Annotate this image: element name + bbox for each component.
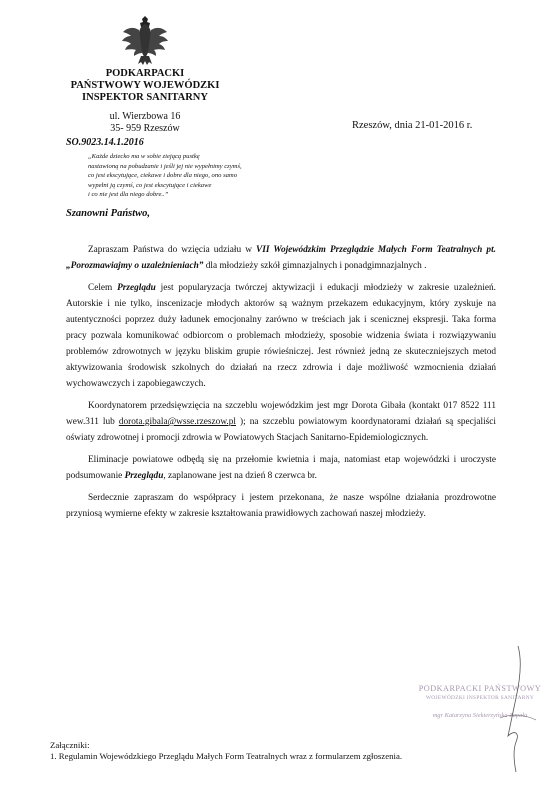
motto-line: „Każde dziecko ma w sobie ziejącą pustkę <box>88 153 200 160</box>
motto-quote <box>88 152 278 200</box>
motto-line: i co nie jest dla niego dobre..” <box>88 191 169 198</box>
institution-name-line2: PAŃSTWOWY WOJEWÓDZKI <box>70 80 220 91</box>
email-link[interactable]: dorota.gibala@wsse.rzeszow.pl <box>118 417 236 427</box>
institution-name-line3: INSPEKTOR SANITARNY <box>82 92 208 103</box>
date-line: Rzeszów, dnia 21-01-2016 r. <box>352 120 473 131</box>
address-city: 35- 959 Rzeszów <box>110 123 180 134</box>
attachment-item: 1. Regulamin Wojewódzkiego Przeglądu Małych Form Teatralnych wraz z formularzem zgłoszenia. <box>50 751 403 761</box>
official-stamp: PODKARPACKI PAŃSTWOWY WOJEWÓDZKI INSPEKTOR SANITARNY mgr Katarzyna Siekierzyńska Zapała <box>418 684 542 719</box>
salutation: Szanowni Państwo, <box>66 208 151 219</box>
eagle-emblem-icon <box>120 10 170 68</box>
motto-line: nastawioną na pobudzanie i jeśli jej nie wypełnimy czymś, <box>88 162 242 170</box>
event-title: VII Wojewódzkim Przeglądzie Małych Form Teatralnych pt. „Porozmawiajmy o uzależnieniach” <box>66 245 496 271</box>
paragraph-coordinator: Koordynatorem przedsięwzięcia na szczeblu wojewódzkim jest mgr Dorota Gibała (kontakt 017 8522 111 wew.311 lub dorota.gibala@wsse.rzeszow.pl ); na szczeblu powiatowym koordynatorami działań są specjaliści oświaty zdrowotnej i promocji zdrowia w Powiatowych Stacjach Sanitarno-Epidemiologicznych. <box>66 401 496 443</box>
reference-number: SO.9023.14.1.2016 <box>66 137 144 148</box>
letter-body <box>66 242 496 522</box>
motto-line: wypełni ją czymś, co jest ekscytujące i ciekawe <box>88 181 212 189</box>
paragraph-invitation: Zapraszam Państwa do wzięcia udziału w VII Wojewódzkim Przeglądzie Małych Form Teatralnych pt. „Porozmawiajmy o uzależnieniach” dla młodzieży szkół gimnazjalnych i ponadgimnazjalnych . <box>66 245 496 271</box>
signature <box>480 640 550 775</box>
attachments-title: Załączniki: <box>50 740 90 750</box>
institution-name-line1: PODKARPACKI <box>105 68 185 79</box>
paragraph-schedule: Eliminacje powiatowe odbędą się na przełomie kwietnia i maja, natomiast etap wojewódzki i uroczyste podsumowanie Przeglądu, zaplanowane jest na dzień 8 czerwca br. <box>66 455 496 481</box>
attachments <box>50 740 402 762</box>
motto-line: co jest ekscytujące, ciekawe i dobre dla niego, ono samo <box>88 172 237 179</box>
paragraph-closing: Serdecznie zapraszam do współpracy i jestem przekonana, że nasze wspólne działania prozdrowotne przyniosą wymierne efekty w zakresie kształtowania prawidłowych zachowań naszej młodzieży. <box>66 493 496 519</box>
address-street: ul. Wierzbowa 16 <box>109 111 181 122</box>
paragraph-goal: Celem Przeglądu jest popularyzacja twórczej aktywizacji i edukacji młodzieży w zakresie uzależnień. Autorskie i nie tylko, inscenizacje młodych aktorów są ważnym przekazem edukacyjnym, który zyskuje na autentyczności poprzez duży ładunek emocjonalny zarówno w treściach jak i scenicznej ekspresji. Taka forma pracy pozwala komunikować odbiorcom o problemach młodzieży, sposobie widzenia świata i rozwiązywaniu problemów zdrowotnych w języku bliskim grupie rówieśniczej. Jest również jedną ze skuteczniejszych metod aktywizowania środowisk szkolnych do działań na rzecz zdrowia i daje możliwość wzmocnienia działań wychowawczych i zapobiegawczych. <box>66 283 496 389</box>
